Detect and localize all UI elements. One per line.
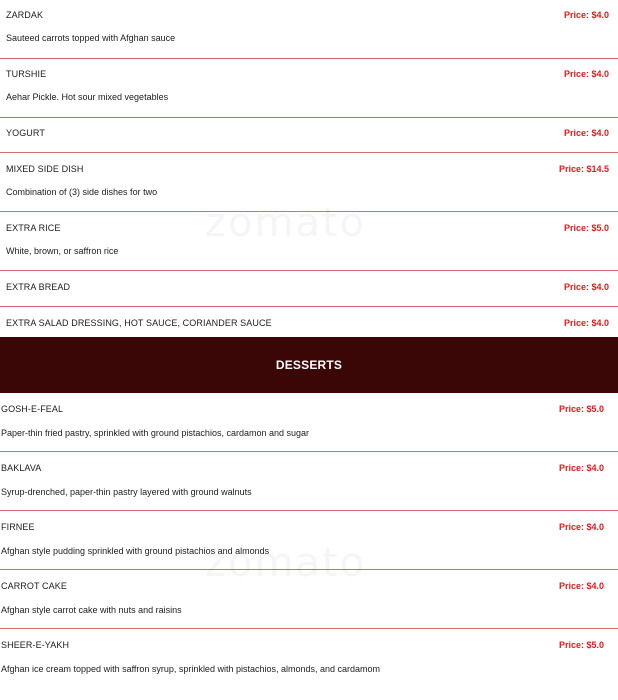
menu-item	[0, 118, 618, 153]
menu-item	[0, 212, 618, 271]
item-name: FIRNEE	[1, 522, 35, 532]
item-name: SHEER-E-YAKH	[1, 640, 70, 650]
item-name: MIXED SIDE DISH	[6, 164, 84, 174]
item-description: Combination of (3) side dishes for two	[6, 187, 158, 197]
menu-item	[0, 307, 618, 337]
item-price: Price: $4.0	[563, 69, 609, 79]
menu-item	[0, 271, 618, 307]
item-price: Price: $5.0	[563, 223, 609, 233]
item-description: White, brown, or saffron rice	[6, 246, 119, 256]
menu-item	[0, 59, 618, 118]
item-description: Sauteed carrots topped with Afghan sauce	[6, 33, 176, 43]
item-name: CARROT CAKE	[1, 581, 67, 591]
menu-item	[0, 570, 618, 629]
item-price: Price: $4.0	[563, 318, 609, 328]
item-name: BAKLAVA	[1, 463, 42, 473]
item-description: Aehar Pickle. Hot sour mixed vegetables	[6, 92, 169, 102]
item-price: Price: $5.0	[558, 640, 604, 650]
section-header-desserts	[0, 337, 618, 393]
item-description: Afghan ice cream topped with saffron syrup, sprinkled with pistachios, almonds, and cardamom	[1, 664, 381, 674]
item-price: Price: $4.0	[558, 581, 604, 591]
menu-item	[0, 393, 618, 452]
item-name: EXTRA BREAD	[6, 282, 71, 292]
item-name: ZARDAK	[6, 10, 44, 20]
item-price: Price: $4.0	[563, 10, 609, 20]
item-description: Paper-thin fried pastry, sprinkled with ground pistachios, cardamon and sugar	[1, 428, 309, 438]
item-name: YOGURT	[6, 128, 45, 138]
item-name: EXTRA RICE	[6, 223, 61, 233]
item-description: Syrup-drenched, paper-thin pastry layered with ground walnuts	[1, 487, 252, 497]
item-description: Afghan style pudding sprinkled with ground pistachios and almonds	[1, 546, 270, 556]
item-description: Afghan style carrot cake with nuts and raisins	[1, 605, 182, 615]
section-title: DESSERTS	[275, 358, 343, 372]
menu-item	[0, 511, 618, 570]
menu-item	[0, 452, 618, 511]
item-price: Price: $4.0	[563, 128, 609, 138]
menu-item	[0, 629, 618, 700]
item-name: TURSHIE	[6, 69, 47, 79]
menu-item	[0, 153, 618, 212]
item-price: Price: $5.0	[558, 404, 604, 414]
item-price: Price: $4.0	[563, 282, 609, 292]
item-price: Price: $4.0	[558, 463, 604, 473]
item-price: Price: $14.5	[558, 164, 609, 174]
item-price: Price: $4.0	[558, 522, 604, 532]
menu-item	[0, 0, 618, 59]
item-name: GOSH-E-FEAL	[1, 404, 64, 414]
item-name: EXTRA SALAD DRESSING, HOT SAUCE, CORIANDER SAUCE	[6, 318, 272, 328]
